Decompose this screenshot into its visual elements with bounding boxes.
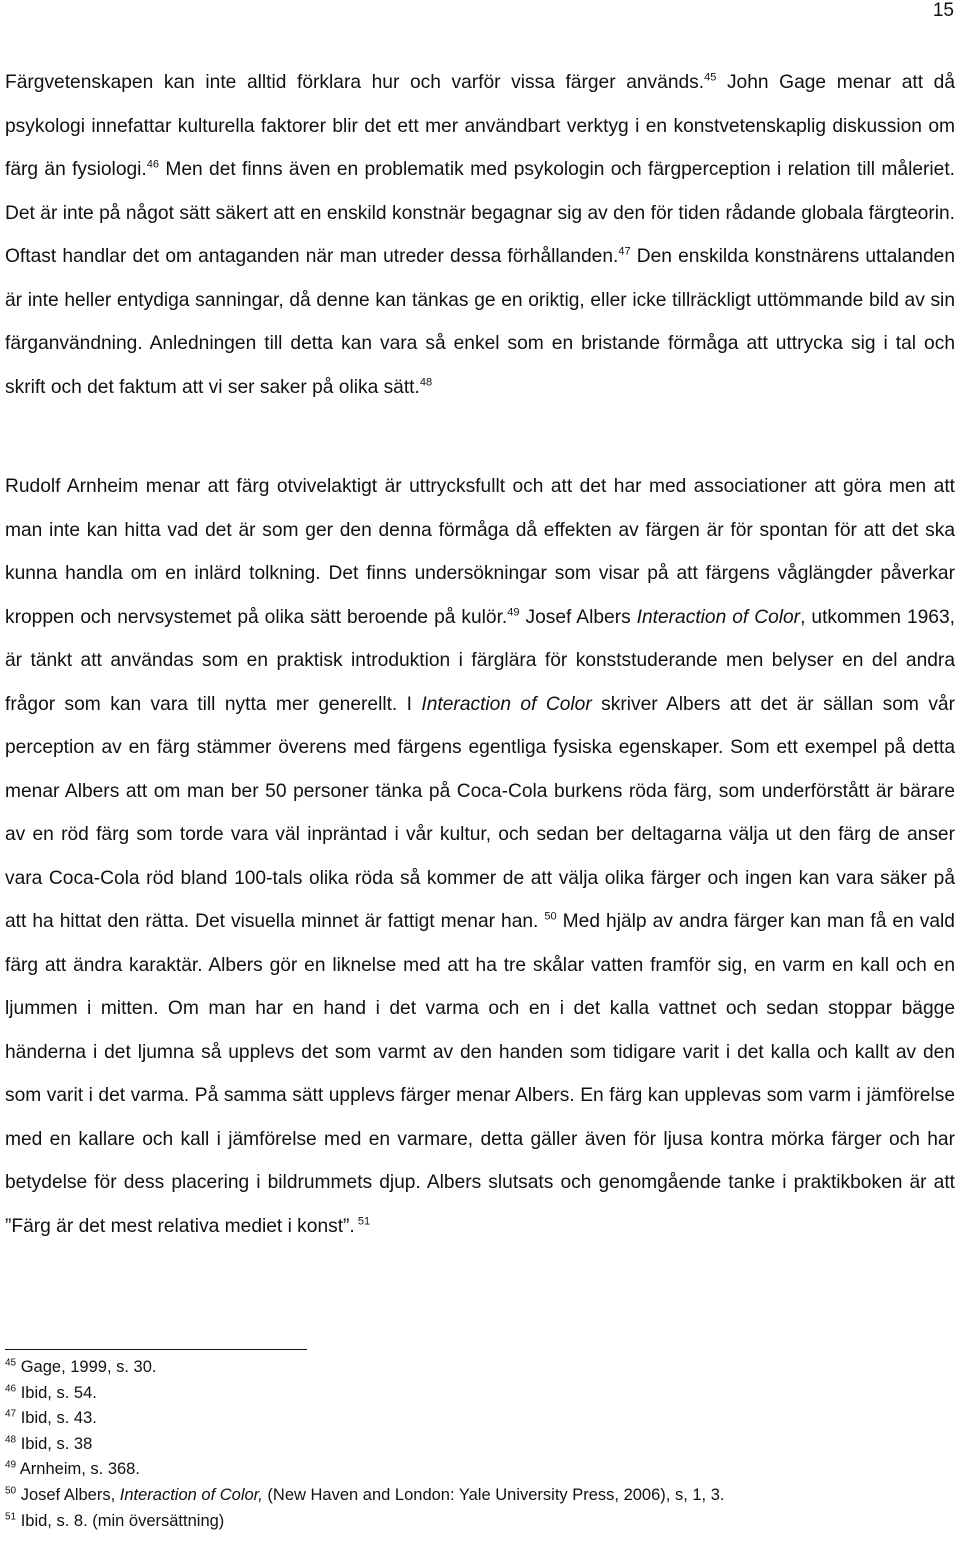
footnote-ref: 50: [544, 910, 557, 923]
paragraph-text: Rudolf Arnheim menar att färg otvivelaktigt är uttrycksfullt och att det har med associationer att göra men att man inte kan hitta vad det är som ger den denna förmåga då effekten av färgen är för spontan för att det ska kunna handla om en inlärd tolkning. Det finns undersökningar som visar på att färgens våglängder påverkar kroppen och nervsystemet på olika sätt beroende på kulör.: [5, 476, 955, 628]
footnote-number: 45: [5, 1357, 17, 1369]
footnote: [5, 1381, 955, 1407]
footnote: [5, 1406, 955, 1432]
footnote-ref: 46: [146, 158, 159, 171]
footnote-ref: 49: [507, 606, 520, 619]
paragraph-text: Med hjälp av andra färger kan man få en vald färg att ändra karaktär. Albers gör en liknelse med att ha tre skålar vatten framför sig, en varm en kall och en ljummen i mitten. Om man har en hand i det varma och en i det kalla vattnet och sedan stoppar bägge händerna i det ljumna så upplevs det som varmt av den handen som tidigare varit i det kalla och kallt av den som varit i det varma. På samma sätt upplevs färger menar Albers. En färg kan upplevas som varm i jämförelse med en kallare och kall i jämförelse med en varmare, detta gäller även för ljusa kontra mörka färger och har betydelse för dess placering i bildrummets djup. Albers slutsats och genomgående tanke i praktikboken är att ”Färg är det mest relativa mediet i konst”.: [5, 911, 955, 1237]
paragraph-text: skriver Albers att det är sällan som vår perception av en färg stämmer överens med färgens egentliga fysiska egenskaper. Som ett exempel på detta menar Albers att om man ber 50 personer tänka på Coca-Cola burkens röda färg, som underförstått är bärare av en röd färg som torde vara väl inpräntad i vår kultur, och sedan ber deltagarna välja ut den färg de anser vara Coca-Cola röd bland 100-tals olika röda så kommer de att välja olika färger och ingen kan vara säker på att ha hittat den rätta. Det visuella minnet är fattigt menar han.: [5, 693, 955, 932]
paragraph-text: John Gage menar att då psykologi innefattar kulturella faktorer blir det ett mer användbart verktyg i en konstvetenskaplig diskussion om färg än fysiologi.: [5, 72, 955, 180]
footnote: [5, 1509, 955, 1535]
book-title: Interaction of Color,: [119, 1485, 263, 1504]
footnote-text: Ibid, s. 38: [16, 1434, 93, 1453]
footnote-number: 47: [5, 1408, 17, 1420]
body-paragraph-1: [5, 61, 955, 409]
footnote-number: 50: [5, 1485, 17, 1497]
paragraph-text: Färgvetenskapen kan inte alltid förklara hur och varför vissa färger används.: [5, 72, 705, 93]
footnote: [5, 1457, 955, 1483]
footnotes-list: [5, 1355, 955, 1534]
footnote-text: Ibid, s. 8. (min översättning): [16, 1511, 225, 1530]
footnote-number: 48: [5, 1434, 17, 1446]
footnote: [5, 1355, 955, 1381]
paragraph-text: Men det finns även en problematik med psykologin och färgperception i relation till måleriet. Det är inte på något sätt säkert att en enskild konstnär begagnar sig av den för tiden rådande globala färgteorin. Oftast handlar det om antaganden när man utreder dessa förhållanden.: [5, 159, 955, 267]
footnote-text: (New Haven and London: Yale University Press, 2006), s, 1, 3.: [262, 1485, 725, 1504]
footnote-ref: 45: [704, 71, 717, 84]
footnote-number: 46: [5, 1383, 17, 1395]
paragraph-text: Den enskilda konstnärens uttalanden är inte heller entydiga sanningar, då denne kan tänkas ge en oriktig, eller icke tillräckligt uttömmande bild av sin färganvändning. Anledningen till detta kan vara så enkel som en bristande förmåga att uttrycka sig i tal och skrift och det faktum att vi ser saker på olika sätt.: [5, 246, 955, 398]
footnote-ref: 51: [354, 1215, 371, 1228]
footnote: [5, 1483, 955, 1509]
footnote-text: Josef Albers,: [16, 1485, 120, 1504]
footnote-ref: 47: [618, 245, 631, 258]
page-number: 15: [932, 0, 954, 21]
footnote-text: Ibid, s. 54.: [16, 1383, 97, 1402]
body-paragraph-2: [5, 465, 955, 1248]
footnote: [5, 1432, 955, 1458]
book-title: Interaction of Color: [636, 606, 801, 628]
footnote-separator: [5, 1349, 307, 1350]
paragraph-text: Josef Albers: [519, 606, 637, 628]
footnote-number: 49: [5, 1459, 17, 1471]
book-title: Interaction of Color: [421, 693, 592, 715]
footnote-number: 51: [5, 1511, 17, 1523]
footnote-text: Gage, 1999, s. 30.: [16, 1358, 157, 1376]
footnote-ref: 48: [419, 376, 433, 389]
paragraph-text: , utkommen 1963, är tänkt att användas som en praktisk introduktion i färglära för konststuderande men belyser en del andra frågor som kan vara till nytta mer generellt. I: [5, 606, 955, 715]
footnote-text: Ibid, s. 43.: [16, 1409, 97, 1428]
footnote-text: Arnheim, s. 368.: [16, 1460, 140, 1479]
